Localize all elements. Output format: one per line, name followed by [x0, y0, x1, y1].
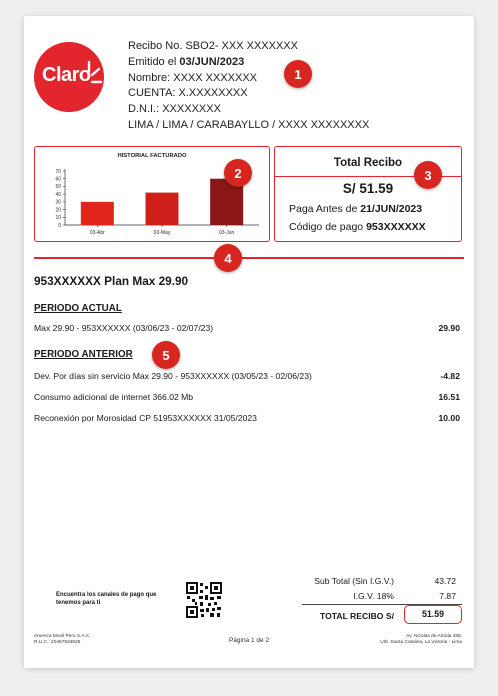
logo-rays-icon	[34, 42, 104, 112]
total-receipt-value-box	[404, 605, 462, 624]
total-receipt-box	[274, 146, 462, 242]
line-item-amount: 16.51	[438, 392, 460, 402]
company-address	[380, 634, 462, 646]
address-line-2: Urb. Santa Catalina, La Victoria - Lima	[380, 640, 462, 645]
payment-code-line: Código de pago 953XXXXXX	[289, 221, 426, 233]
line-item-desc: Max 29.90 - 953XXXXXX (03/06/23 - 02/07/23)	[34, 323, 214, 333]
logo-text: Claro	[42, 64, 91, 86]
igv-value: 7.87	[439, 591, 456, 601]
y-tick-label: 30	[55, 199, 61, 206]
subtotal-value: 43.72	[434, 576, 456, 586]
marker-5: 5	[152, 341, 180, 369]
chart-title: HISTORIAL FACTURADO	[117, 153, 187, 159]
marker-4: 4	[214, 244, 242, 272]
periodo-actual-heading: PERIODO ACTUAL	[34, 303, 122, 314]
company-name: America Movil Peru S.A.C.	[34, 634, 91, 639]
total-receipt-label: TOTAL RECIBO S/	[319, 611, 394, 621]
line-item-desc: Consumo adicional de internet 366.02 Mb	[34, 392, 194, 402]
total-receipt-value: 51.59	[421, 609, 444, 619]
due-date-line: Paga Antes de 21/JUN/2023	[289, 203, 423, 215]
customer-address: LIMA / LIMA / CARABAYLLO / XXXX XXXXXXXX	[128, 118, 370, 131]
marker-1: 1	[284, 60, 312, 88]
dni-number: D.N.I.: XXXXXXXX	[128, 103, 221, 116]
account-number: CUENTA: X.XXXXXXXX	[128, 87, 248, 100]
customer-header	[128, 39, 369, 134]
company-ruc: R.U.C.: 20467534026	[34, 640, 81, 645]
y-tick-label: 10	[55, 215, 61, 222]
address-line-1: Av. Nicolas de Arriola 480,	[406, 634, 462, 639]
section-divider	[34, 257, 464, 259]
x-tick-label: 03-Abr	[89, 230, 105, 236]
bar	[146, 193, 179, 225]
igv-label: I.G.V. 18%	[353, 591, 394, 601]
line-item-amount: -4.82	[440, 371, 460, 381]
line-item-amount: 29.90	[438, 323, 460, 333]
total-title: Total Recibo	[333, 157, 403, 169]
issued-date-line: Emitido el 03/JUN/2023	[128, 55, 245, 68]
y-tick-label: 60	[55, 176, 61, 183]
x-tick-label: 03-Jun	[219, 230, 235, 236]
page-number: Página 1 de 2	[228, 637, 270, 644]
marker-2: 2	[224, 159, 252, 187]
y-tick-label: 0	[58, 222, 61, 229]
line-item-amount: 10.00	[438, 413, 460, 423]
customer-name: Nombre: XXXX XXXXXXX	[128, 71, 257, 84]
line-item-desc: Dev. Por días sin servicio Max 29.90 - 953XXXXXX (03/05/23 - 02/06/23)	[34, 371, 312, 381]
periodo-anterior-heading: PERIODO ANTERIOR	[34, 349, 133, 360]
qr-code-icon[interactable]	[186, 582, 222, 618]
y-tick-label: 70	[55, 168, 61, 175]
y-tick-label: 40	[55, 191, 61, 198]
bar	[81, 202, 114, 225]
claro-logo	[34, 42, 104, 112]
receipt-number: Recibo No. SBO2- XXX XXXXXXX	[128, 40, 298, 52]
total-amount: S/ 51.59	[342, 181, 394, 196]
invoice-page	[24, 16, 474, 668]
payment-channels-text: Encuentra los canales de pago que tenemos para ti	[56, 592, 157, 606]
y-tick-label: 50	[55, 184, 61, 191]
marker-3: 3	[414, 161, 442, 189]
x-tick-label: 03-May	[153, 230, 171, 236]
plan-title: 953XXXXXX Plan Max 29.90	[34, 274, 189, 288]
due-date: 21/JUN/2023	[360, 203, 423, 215]
subtotal-label: Sub Total (Sin I.G.V.)	[314, 576, 394, 586]
line-item-desc: Reconexión por Morosidad CP 51953XXXXXX 31/05/2023	[34, 413, 257, 423]
y-tick-label: 20	[55, 207, 61, 214]
issued-date: 03/JUN/2023	[179, 55, 245, 68]
payment-code: 953XXXXXX	[366, 221, 426, 233]
